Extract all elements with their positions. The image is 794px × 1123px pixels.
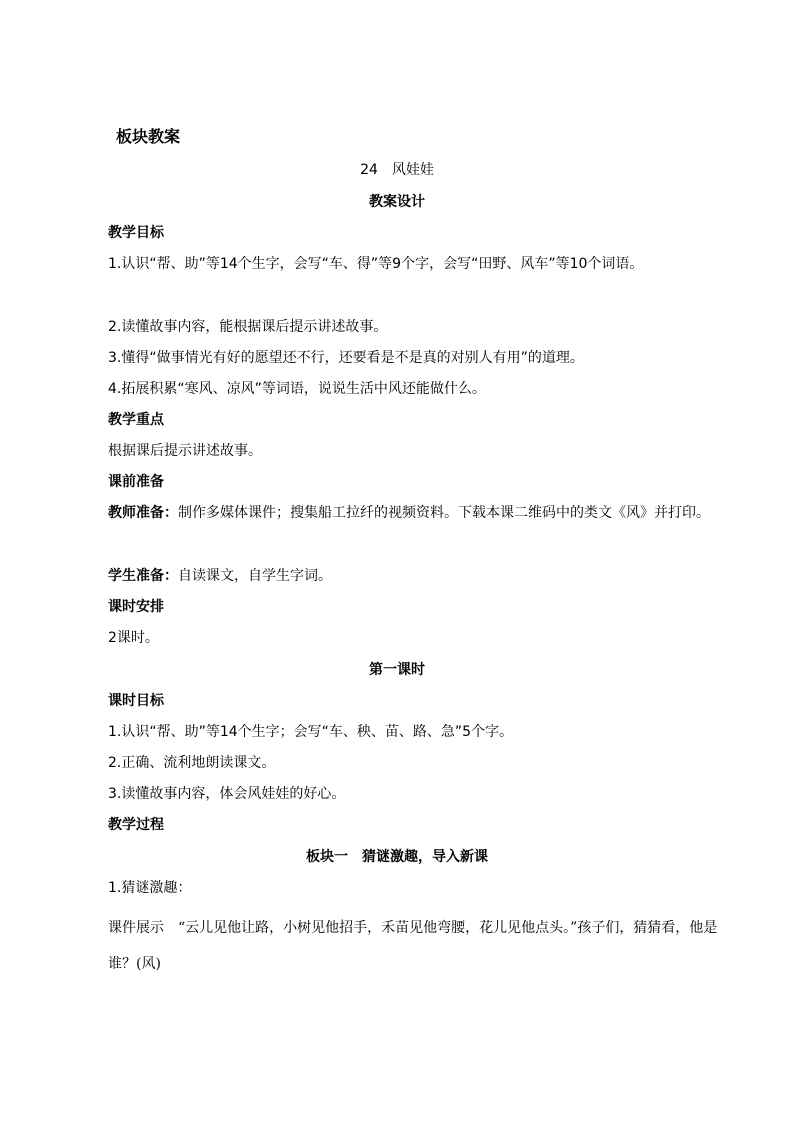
step-1: 1.猜谜激趣： (108, 880, 192, 896)
student-preparation-label: 学生准备： (108, 568, 178, 584)
lesson-goal-3: 3.读懂故事内容，体会风娃娃的好心。 (108, 786, 346, 802)
preparation-heading: 课前准备 (108, 474, 164, 490)
design-heading: 教案设计 (369, 194, 425, 210)
courseware-label: 课件展示 (108, 920, 164, 936)
student-preparation (108, 566, 332, 586)
schedule-heading: 课时安排 (108, 599, 164, 615)
key-points-text: 根据课后提示讲述故事。 (108, 443, 262, 459)
process-heading: 教学过程 (108, 817, 164, 833)
lesson-title: 24 风娃娃 (360, 162, 434, 178)
teacher-preparation-text: 制作多媒体课件；搜集船工拉纤的视频资料。下载本课二维码中的类文《风》并打印。 (178, 505, 710, 521)
student-preparation-text: 自读课文，自学生字词。 (178, 568, 332, 584)
teaching-goal-4: 4.拓展积累“寒风、凉风”等词语，说说生活中风还能做什么。 (108, 381, 486, 397)
courseware-paragraph (108, 910, 720, 982)
lesson-goals-heading: 课时目标 (108, 693, 164, 709)
teaching-goals-heading: 教学目标 (108, 225, 164, 241)
lesson-goal-2: 2.正确、流利地朗读课文。 (108, 755, 276, 771)
teaching-goal-1: 1.认识“帮、助”等14个生字，会写“车、得”等9个字，会写“田野、风车”等10个词语。 (108, 256, 644, 272)
teaching-goal-3: 3.懂得“做事情光有好的愿望还不行，还要看是不是真的对别人有用”的道理。 (108, 350, 584, 366)
document-header: 板块教案 (116, 127, 181, 146)
block-one-title: 板块一 猜谜激趣，导入新课 (306, 849, 488, 865)
first-lesson-heading: 第一课时 (369, 662, 425, 678)
teaching-goal-2: 2.读懂故事内容，能根据课后提示讲述故事。 (108, 319, 388, 335)
teacher-preparation-label: 教师准备： (108, 505, 178, 521)
lesson-goal-1: 1.认识“帮、助”等14个生字；会写“车、秧、苗、路、急”5个字。 (108, 724, 514, 740)
key-points-heading: 教学重点 (108, 412, 164, 428)
courseware-text: “云儿见他让路，小树见他招手，禾苗见他弯腰，花儿见他点头。”孩子们，猜猜看，他是谁？(风) (108, 920, 718, 972)
schedule-text: 2课时。 (108, 630, 159, 646)
teacher-preparation (108, 498, 720, 529)
